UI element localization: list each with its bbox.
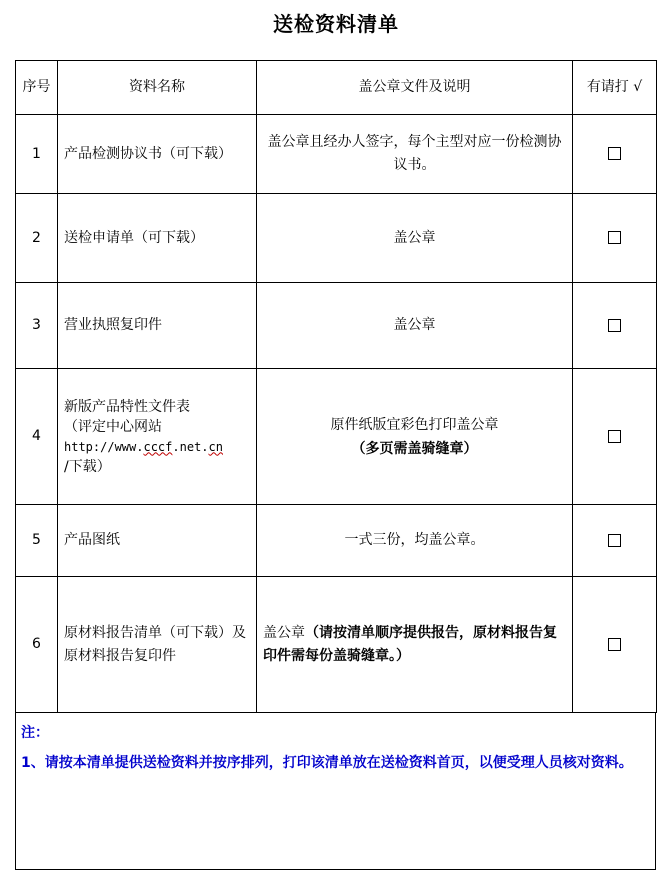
row-name: 送检申请单（可下载） — [58, 194, 257, 283]
notes-section — [15, 713, 656, 870]
table-row — [16, 369, 657, 505]
row-name: 原材料报告清单（可下载）及原材料报告复印件 — [58, 577, 257, 713]
header-desc: 盖公章文件及说明 — [257, 61, 573, 115]
row-name — [58, 369, 257, 505]
notes-label: 注： — [21, 725, 49, 741]
row-desc: 一式三份，均盖公章。 — [257, 505, 573, 577]
row-desc: 盖公章且经办人签字，每个主型对应一份检测协议书。 — [257, 115, 573, 194]
row-check-cell — [573, 194, 657, 283]
row-check-cell — [573, 369, 657, 505]
header-no: 序号 — [16, 61, 58, 115]
row-name-line: （评定中心网站 — [64, 418, 162, 435]
row-check-cell — [573, 283, 657, 369]
table-row — [16, 115, 657, 194]
document-list-table — [15, 60, 657, 713]
table-row — [16, 505, 657, 577]
row-check-cell — [573, 115, 657, 194]
checkbox[interactable] — [608, 638, 621, 651]
header-check: 有请打 √ — [573, 61, 657, 115]
row-number: 2 — [16, 194, 58, 283]
row-desc — [257, 369, 573, 505]
row-desc: 盖公章 — [257, 194, 573, 283]
table-row — [16, 577, 657, 713]
header-name: 资料名称 — [58, 61, 257, 115]
table-row — [16, 283, 657, 369]
row-name: 产品检测协议书（可下载） — [58, 115, 257, 194]
row-number: 1 — [16, 115, 58, 194]
checkbox[interactable] — [608, 430, 621, 443]
row-number: 3 — [16, 283, 58, 369]
row-check-cell — [573, 577, 657, 713]
row-name-line: 新版产品特性文件表 — [64, 398, 190, 415]
row-number: 4 — [16, 369, 58, 505]
page-title: 送检资料清单 — [273, 12, 399, 36]
row-desc: 盖公章（请按清单顺序提供报告，原材料报告复印件需每份盖骑缝章。） — [257, 577, 573, 713]
row-desc: 盖公章 — [257, 283, 573, 369]
checkbox[interactable] — [608, 231, 621, 244]
row-number: 6 — [16, 577, 58, 713]
checkbox[interactable] — [608, 147, 621, 160]
table-row — [16, 194, 657, 283]
row-name: 产品图纸 — [58, 505, 257, 577]
checkbox[interactable] — [608, 319, 621, 332]
table-header-row — [16, 61, 657, 115]
row-name-line: /下载） — [64, 458, 111, 475]
row-number: 5 — [16, 505, 58, 577]
website-link[interactable]: http://www.cccf.net.cn — [64, 439, 223, 454]
row-desc-line-bold: （多页需盖骑缝章） — [351, 440, 478, 457]
checkbox[interactable] — [608, 534, 621, 547]
row-check-cell — [573, 505, 657, 577]
row-desc-line: 原件纸版宜彩色打印盖公章 — [330, 416, 499, 433]
row-name: 营业执照复印件 — [58, 283, 257, 369]
notes-text: 1、请按本清单提供送检资料并按序排列，打印该清单放在送检资料首页，以便受理人员核对资料。 — [21, 755, 633, 771]
